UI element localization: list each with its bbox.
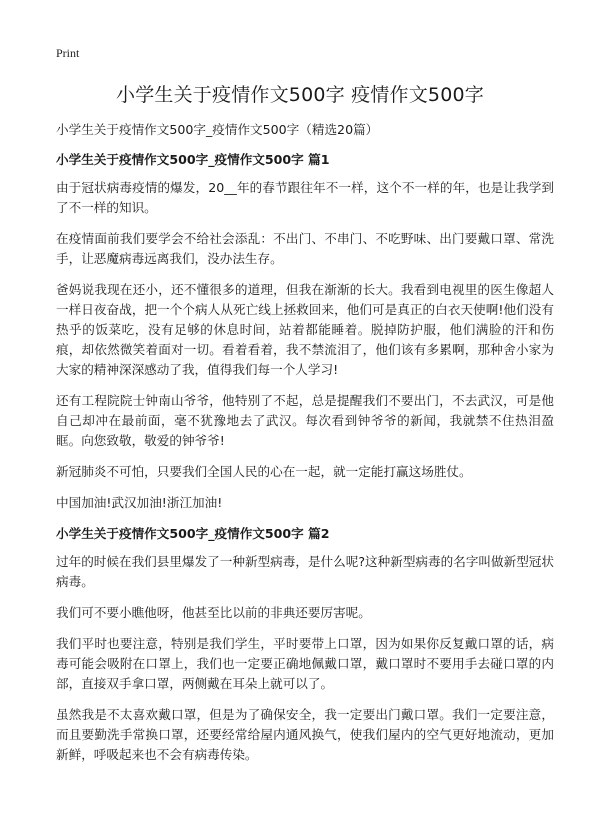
paragraph: 我们平时也要注意，特别是我们学生，平时要带上口罩，因为如果你反复戴口罩的话，病毒可能会吸附在口罩上，我们也一定要正确地佩戴口罩，戴口罩时不要用手去碰口罩的内部，直接双手拿口罩，两侧戴在耳朵上就可以了。 <box>56 636 554 691</box>
paragraph: 爸妈说我现在还小，还不懂很多的道理，但我在渐渐的长大。我看到电视里的医生像超人一样日夜奋战，把一个个病人从死亡线上拯救回来，他们可是真正的白衣天使啊!他们没有热乎的饭菜吃，没有足够的休息时间，站着都能睡着。脱掉防护服，他们满脸的汗和伤痕，却依然微笑着面对一切。看着看着，我不禁流泪了，他们该有多累啊，那种舍小家为大家的精神深深感动了我，值得我们每一个人学习! <box>56 282 554 377</box>
paragraph: 在疫情面前我们要学会不给社会添乱：不出门、不串门、不吃野味、出门要戴口罩、常洗手，让恶魔病毒远离我们，没办法生存。 <box>56 231 554 266</box>
page-title: 小学生关于疫情作文500字 疫情作文500字 <box>116 84 484 106</box>
document-body <box>56 120 554 776</box>
paragraph: 还有工程院院士钟南山爷爷，他特别了不起，总是提醒我们不要出门，不去武汉，可是他自己却冲在最前面，毫不犹豫地去了武汉。每次看到钟爷爷的新闻，我就禁不住热泪盈眶。向您致敬，敬爱的钟爷爷! <box>56 393 554 448</box>
section-heading-1: 小学生关于疫情作文500字_疫情作文500字 篇1 <box>56 152 330 167</box>
paragraph: 中国加油!武汉加油!浙江加油! <box>56 495 223 510</box>
paragraph: 虽然我是不太喜欢戴口罩，但是为了确保安全，我一定要出门戴口罩。我们一定要注意，而且要勤洗手常换口罩，还要经常给屋内通风换气，使我们屋内的空气更好地流动，更加新鲜，呼吸起来也不会有病毒传染。 <box>56 707 554 762</box>
print-link[interactable]: Print <box>56 46 80 60</box>
paragraph: 我们可不要小瞧他呀，他甚至比以前的非典还要厉害呢。 <box>56 605 371 620</box>
paragraph: 新冠肺炎不可怕，只要我们全国人民的心在一起，就一定能打赢这场胜仗。 <box>56 464 472 479</box>
paragraph: 由于冠状病毒疫情的爆发，20__年的春节跟往年不一样，这个不一样的年，也是让我学到了不一样的知识。 <box>56 180 554 215</box>
document-subtitle: 小学生关于疫情作文500字_疫情作文500字（精选20篇） <box>56 122 379 137</box>
paragraph: 过年的时候在我们县里爆发了一种新型病毒，是什么呢?这种新型病毒的名字叫做新型冠状病毒。 <box>56 554 554 589</box>
section-heading-2: 小学生关于疫情作文500字_疫情作文500字 篇2 <box>56 526 330 541</box>
